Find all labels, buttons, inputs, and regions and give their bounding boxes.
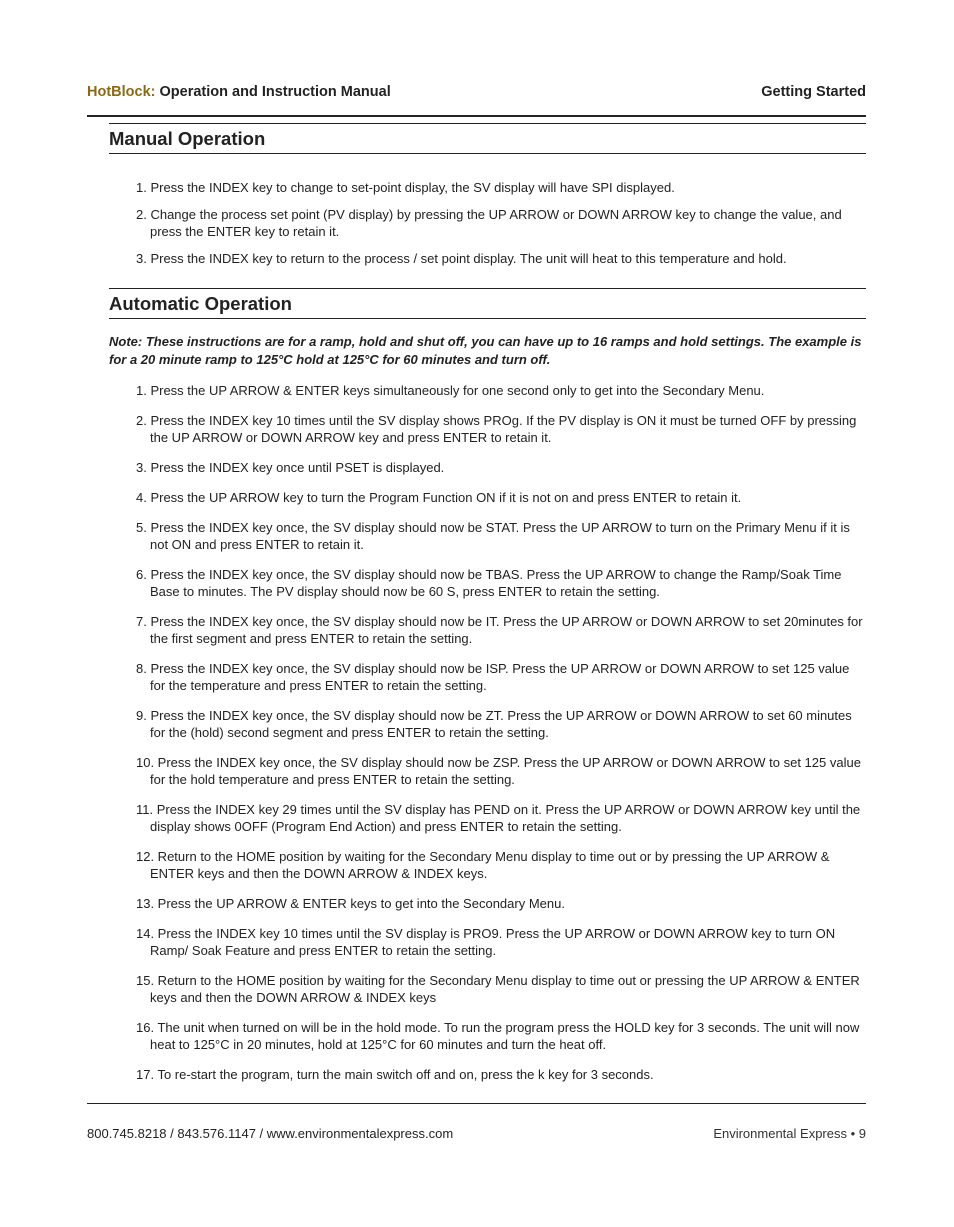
list-item: 17. To re-start the program, turn the main switch off and on, press the k key for 3 seconds. xyxy=(136,1067,654,1082)
footer-divider xyxy=(87,1103,866,1104)
list-item: 9. Press the INDEX key once, the SV display should now be ZT. Press the UP ARROW or DOWN ARROW to set 60 minutes for the (hold) second segment and press ENTER to retain the setting. xyxy=(136,708,852,740)
header-title-group xyxy=(87,84,391,100)
list-item: 5. Press the INDEX key once, the SV display should now be STAT. Press the UP ARROW to turn on the Primary Menu if it is not ON and press ENTER to retain it. xyxy=(136,520,850,552)
automatic-note: Note: These instructions are for a ramp, hold and shut off, you can have up to 16 ramps and hold settings. The example is for a 20 minute ramp to 125°C hold at 125°C for 60 minutes and turn off. xyxy=(109,334,862,367)
list-item: 1. Press the UP ARROW & ENTER keys simultaneously for one second only to get into the Secondary Menu. xyxy=(136,383,765,398)
list-item: 7. Press the INDEX key once, the SV display should now be IT. Press the UP ARROW or DOWN ARROW to set 20minutes for the first segment and press ENTER to retain the setting. xyxy=(136,614,863,646)
list-item: 11. Press the INDEX key 29 times until the SV display has PEND on it. Press the UP ARROW or DOWN ARROW key until the display shows 0OFF (Program End Action) and press ENTER to retain the setting. xyxy=(136,802,861,834)
list-item: 3. Press the INDEX key to return to the process / set point display. The unit will heat to this temperature and hold. xyxy=(136,251,787,266)
list-item: 10. Press the INDEX key once, the SV display should now be ZSP. Press the UP ARROW or DOWN ARROW to set 125 value for the hold temperature and press ENTER to retain the setting. xyxy=(136,755,861,787)
list-item: 12. Return to the HOME position by waiting for the Secondary Menu display to time out or by pressing the UP ARROW & ENTER keys and then the DOWN ARROW & INDEX keys. xyxy=(136,849,830,881)
list-item: 13. Press the UP ARROW & ENTER keys to get into the Secondary Menu. xyxy=(136,896,565,911)
brand-name: HotBlock: xyxy=(87,84,156,100)
automatic-operation-heading: Automatic Operation xyxy=(109,288,866,319)
manual-title: Operation and Instruction Manual xyxy=(159,84,391,100)
list-item: 2. Change the process set point (PV display) by pressing the UP ARROW or DOWN ARROW key to change the value, and press the ENTER key to retain it. xyxy=(136,207,842,239)
list-item: 8. Press the INDEX key once, the SV display should now be ISP. Press the UP ARROW or DOWN ARROW to set 125 value for the temperature and press ENTER to retain the setting. xyxy=(136,661,850,693)
list-item: 14. Press the INDEX key 10 times until the SV display is PRO9. Press the UP ARROW or DOWN ARROW key to turn ON Ramp/ Soak Feature and press ENTER to retain the setting. xyxy=(136,926,836,958)
header-divider xyxy=(87,115,866,117)
page-header xyxy=(87,84,866,104)
list-item: 3. Press the INDEX key once until PSET is displayed. xyxy=(136,460,445,475)
list-item: 16. The unit when turned on will be in the hold mode. To run the program press the HOLD key for 3 seconds. The unit will now heat to 125°C in 20 minutes, hold at 125°C for 60 minutes and turn the heat off. xyxy=(136,1020,860,1052)
list-item: 6. Press the INDEX key once, the SV display should now be TBAS. Press the UP ARROW to change the Ramp/Soak Time Base to minutes. The PV display should now be 60 S, press ENTER to retain the setting. xyxy=(136,567,842,599)
section-name: Getting Started xyxy=(761,84,866,100)
list-item: 15. Return to the HOME position by waiting for the Secondary Menu display to time out or pressing the UP ARROW & ENTER keys and then the DOWN ARROW & INDEX keys xyxy=(136,973,860,1005)
manual-operation-heading: Manual Operation xyxy=(109,123,866,154)
list-item: 4. Press the UP ARROW key to turn the Program Function ON if it is not on and press ENTER to retain it. xyxy=(136,490,742,505)
page-number: Environmental Express • 9 xyxy=(713,1126,866,1141)
contact-info: 800.745.8218 / 843.576.1147 / www.environmentalexpress.com xyxy=(87,1126,454,1141)
list-item: 1. Press the INDEX key to change to set-point display, the SV display will have SPI displayed. xyxy=(136,180,675,195)
list-item: 2. Press the INDEX key 10 times until the SV display shows PROg. If the PV display is ON it must be turned OFF by pressing the UP ARROW or DOWN ARROW key and press ENTER to retain it. xyxy=(136,413,857,445)
